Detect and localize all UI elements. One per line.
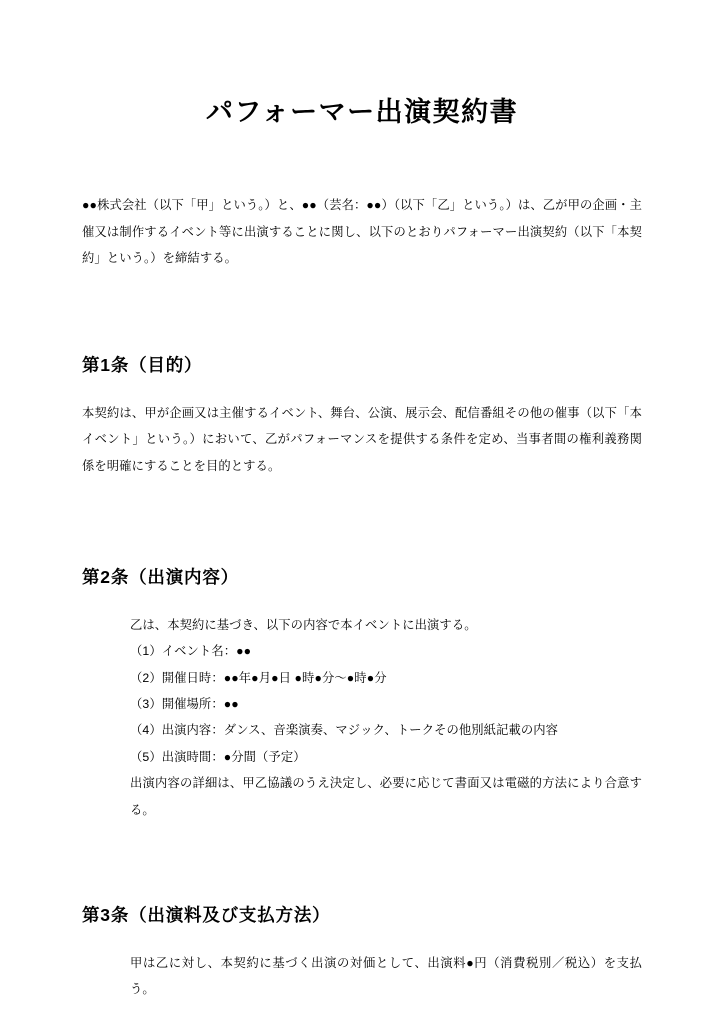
article-1-heading: 第1条（目的） bbox=[82, 355, 203, 376]
article-3 bbox=[82, 903, 642, 1002]
article-2-item-5: （5）出演時間：●分間（予定） bbox=[130, 749, 306, 764]
article-1-body bbox=[82, 400, 642, 479]
article-2-item-1: （1）イベント名：●● bbox=[130, 644, 252, 659]
article-2-outro: 出演内容の詳細は、甲乙協議のうえ決定し、必要に応じて書面又は電磁的方法により合意する。 bbox=[130, 776, 642, 817]
article-2-item-3: （3）開催場所：●● bbox=[130, 697, 239, 712]
article-2 bbox=[82, 565, 642, 823]
preamble-paragraph: ●●株式会社（以下「甲」という。）と、●●（芸名：●●）（以下「乙」という。）は、乙が甲の企画・主催又は制作するイベント等に出演することに関し、以下のとおりパフォーマー出演契約（以下「本契約」という。）を締結する。 bbox=[82, 198, 642, 265]
article-1 bbox=[82, 353, 642, 479]
article-2-heading: 第2条（出演内容） bbox=[82, 567, 239, 588]
page-title: パフォーマー出演契約書 bbox=[205, 97, 519, 127]
article-2-item-4: （4）出演内容：ダンス、音楽演奏、マジック、トークその他別紙記載の内容 bbox=[130, 723, 559, 738]
article-3-heading: 第3条（出演料及び支払方法） bbox=[82, 905, 331, 926]
article-2-item-2: （2）開催日時：●●年●月●日 ●時●分～●時●分 bbox=[130, 670, 387, 685]
article-2-body bbox=[82, 612, 642, 824]
article-3-body bbox=[82, 950, 642, 1003]
article-3-paragraph: 甲は乙に対し、本契約に基づく出演の対価として、出演料●円（消費税別／税込）を支払う。 bbox=[130, 955, 642, 997]
article-2-intro: 乙は、本契約に基づき、以下の内容で本イベントに出演する。 bbox=[130, 617, 477, 632]
article-1-paragraph: 本契約は、甲が企画又は主催するイベント、舞台、公演、展示会、配信番組その他の催事（以下「本イベント」という。）において、乙がパフォーマンスを提供する条件を定め、当事者間の権利義務関係を明確にすることを目的とする。 bbox=[82, 405, 642, 473]
